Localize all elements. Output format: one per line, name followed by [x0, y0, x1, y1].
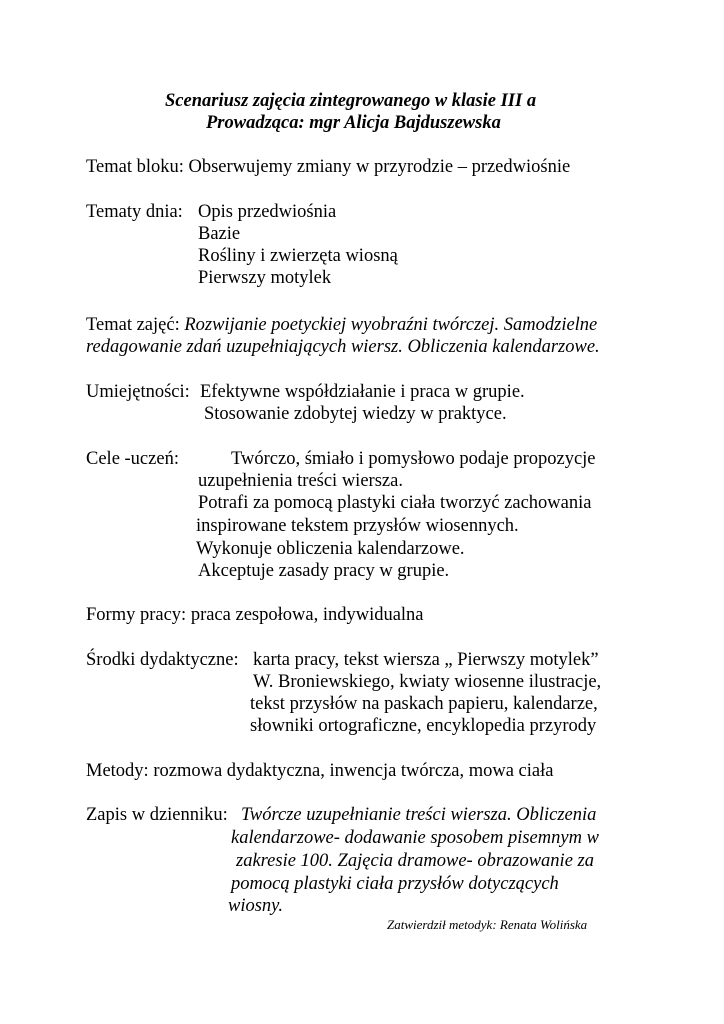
srodki-line: karta pracy, tekst wiersza „ Pierwszy motylek” [253, 650, 599, 670]
tematy-dnia-item: Rośliny i zwierzęta wiosną [198, 246, 398, 266]
cele-line: uzupełnienia treści wiersza. [198, 471, 403, 491]
formy-pracy-label: Formy pracy: [86, 605, 187, 625]
cele-label: Cele -uczeń: [86, 449, 179, 469]
temat-zajec-text: Rozwijanie poetyckiej wyobraźni twórczej. Samodzielne [184, 315, 598, 335]
cele-line: Akceptuje zasady pracy w grupie. [198, 561, 450, 581]
tematy-dnia-item: Pierwszy motylek [198, 268, 332, 288]
teacher-name: Prowadząca: mgr Alicja Bajduszewska [206, 113, 501, 133]
temat-bloku-row [86, 156, 570, 178]
zapis-line: kalendarzowe- dodawanie sposobem pisemnym w [231, 828, 599, 848]
approval-note: Zatwierdził metodyk: Renata Wolińska [387, 917, 588, 932]
metody-row [86, 760, 553, 782]
tematy-dnia-item: Bazie [198, 224, 241, 244]
temat-bloku-value: Obserwujemy zmiany w przyrodzie – przedwiośnie [188, 157, 571, 177]
srodki-line: W. Broniewskiego, kwiaty wiosenne ilustracje, [253, 672, 602, 692]
umiejetnosci-line: Efektywne współdziałanie i praca w grupie. [200, 382, 525, 402]
metody-label: Metody: [86, 761, 149, 781]
cele-line: Twórczo, śmiało i pomysłowo podaje propozycje [231, 449, 596, 469]
temat-zajec-label: Temat zajęć: [86, 315, 180, 335]
document-title: Scenariusz zajęcia zintegrowanego w klasie III a [165, 91, 537, 111]
srodki-label: Środki dydaktyczne: [86, 650, 239, 670]
zapis-line: wiosny. [228, 896, 283, 916]
srodki-line: słowniki ortograficzne, encyklopedia przyrody [250, 716, 597, 736]
formy-pracy-row [86, 604, 424, 626]
formy-pracy-value: praca zespołowa, indywidualna [190, 605, 424, 625]
zapis-label: Zapis w dzienniku: [86, 805, 228, 825]
temat-bloku-label: Temat bloku: [86, 157, 184, 177]
srodki-line: tekst przysłów na paskach papieru, kalendarze, [250, 694, 598, 714]
zapis-line: zakresie 100. Zajęcia dramowe- obrazowanie za [236, 851, 594, 871]
umiejetnosci-label: Umiejętności: [86, 382, 190, 402]
cele-line: Potrafi za pomocą plastyki ciała tworzyć zachowania [198, 493, 592, 513]
umiejetnosci-line: Stosowanie zdobytej wiedzy w praktyce. [204, 404, 507, 424]
tematy-dnia-label: Tematy dnia: [86, 202, 183, 222]
cele-line: Wykonuje obliczenia kalendarzowe. [196, 539, 465, 559]
metody-value: rozmowa dydaktyczna, inwencja twórcza, mowa ciała [153, 761, 554, 781]
tematy-dnia-item: Opis przedwiośnia [198, 202, 337, 222]
cele-line: inspirowane tekstem przysłów wiosennych. [196, 516, 519, 536]
zapis-line: pomocą plastyki ciała przysłów dotyczących [231, 874, 559, 894]
temat-zajec-row [86, 314, 597, 336]
zapis-line: Twórcze uzupełnianie treści wiersza. Obliczenia [241, 805, 597, 825]
temat-zajec-text: redagowanie zdań uzupełniających wiersz. Obliczenia kalendarzowe. [86, 337, 600, 357]
